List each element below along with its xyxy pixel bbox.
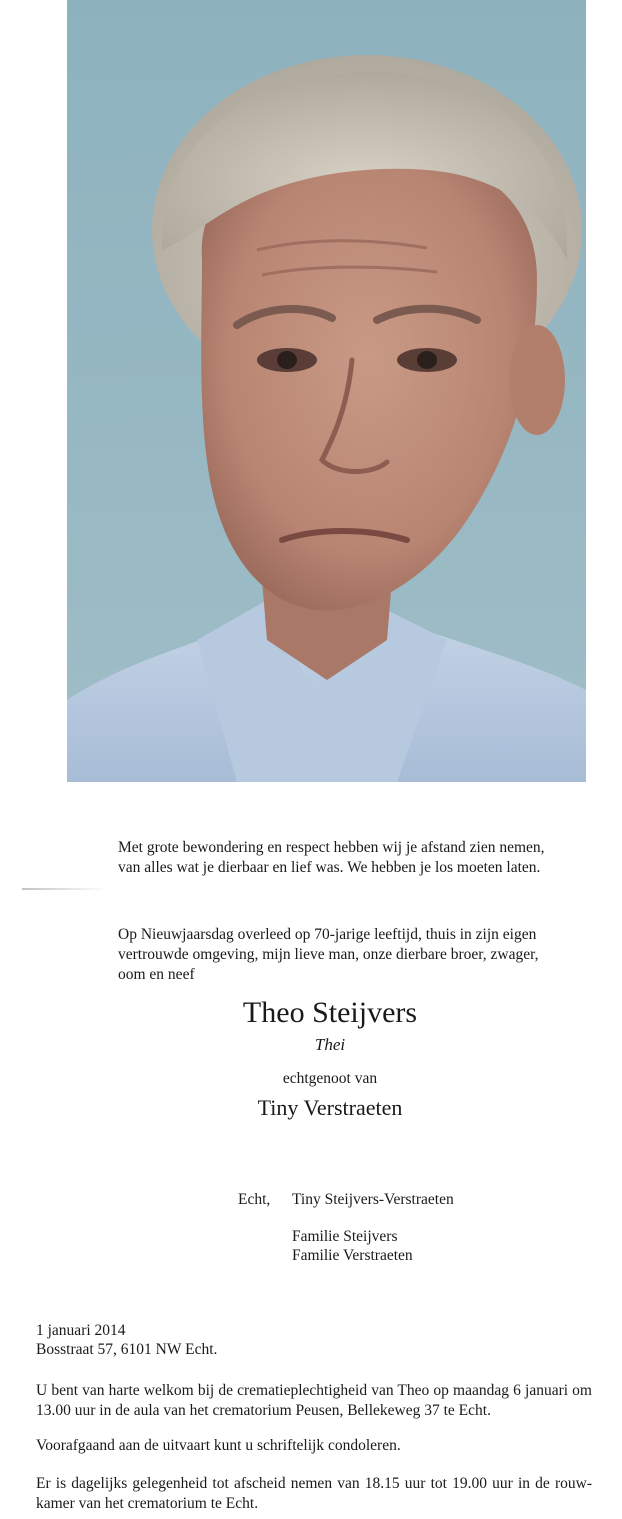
announcement-line: oom en neef bbox=[118, 966, 195, 983]
home-address: Bosstraat 57, 6101 NW Echt. bbox=[36, 1341, 218, 1358]
poem-text bbox=[118, 838, 545, 878]
scan-artifact bbox=[22, 888, 107, 890]
farewell-text: Er is dagelijks gelegenheid tot afscheid nemen van 18.15 uur tot 19.00 uur in de rouw-kamer van het crematorium te Echt. bbox=[36, 1475, 592, 1512]
poem-line: Met grote bewondering en respect hebben wij je afstand zien nemen, bbox=[118, 839, 545, 856]
mourner-name: Tiny Steijvers-Verstraeten bbox=[292, 1191, 454, 1208]
ceremony-text: U bent van harte welkom bij de crematieplechtigheid van Theo op maandag 6 januari om 13.00 uur in de aula van het crematorium Peusen, Bellekeweg 37 te Echt. bbox=[36, 1382, 592, 1419]
deceased-nickname: Thei bbox=[314, 1035, 346, 1054]
announcement-line: Op Nieuwjaarsdag overleed op 70-jarige leeftijd, thuis in zijn eigen bbox=[118, 926, 537, 943]
mourner-name: Familie Steijvers bbox=[292, 1228, 398, 1245]
deceased-name: Theo Steijvers bbox=[242, 996, 418, 1029]
death-date: 1 januari 2014 bbox=[36, 1322, 126, 1339]
portrait-illustration bbox=[67, 0, 586, 782]
announcement-line: vertrouwde omgeving, mijn lieve man, onze dierbare broer, zwager, bbox=[118, 946, 539, 963]
spouse-name: Tiny Verstraeten bbox=[257, 1095, 403, 1120]
portrait-photo bbox=[67, 0, 586, 782]
announcement-text bbox=[118, 925, 539, 985]
condolence-text: Voorafgaand aan de uitvaart kunt u schriftelijk condoleren. bbox=[36, 1437, 401, 1454]
poem-line: van alles wat je dierbaar en lief was. We hebben je los moeten laten. bbox=[118, 859, 541, 876]
mourner-name: Familie Verstraeten bbox=[292, 1247, 413, 1264]
spouse-label: echtgenoot van bbox=[282, 1070, 378, 1087]
mourners-place: Echt, bbox=[238, 1191, 271, 1208]
